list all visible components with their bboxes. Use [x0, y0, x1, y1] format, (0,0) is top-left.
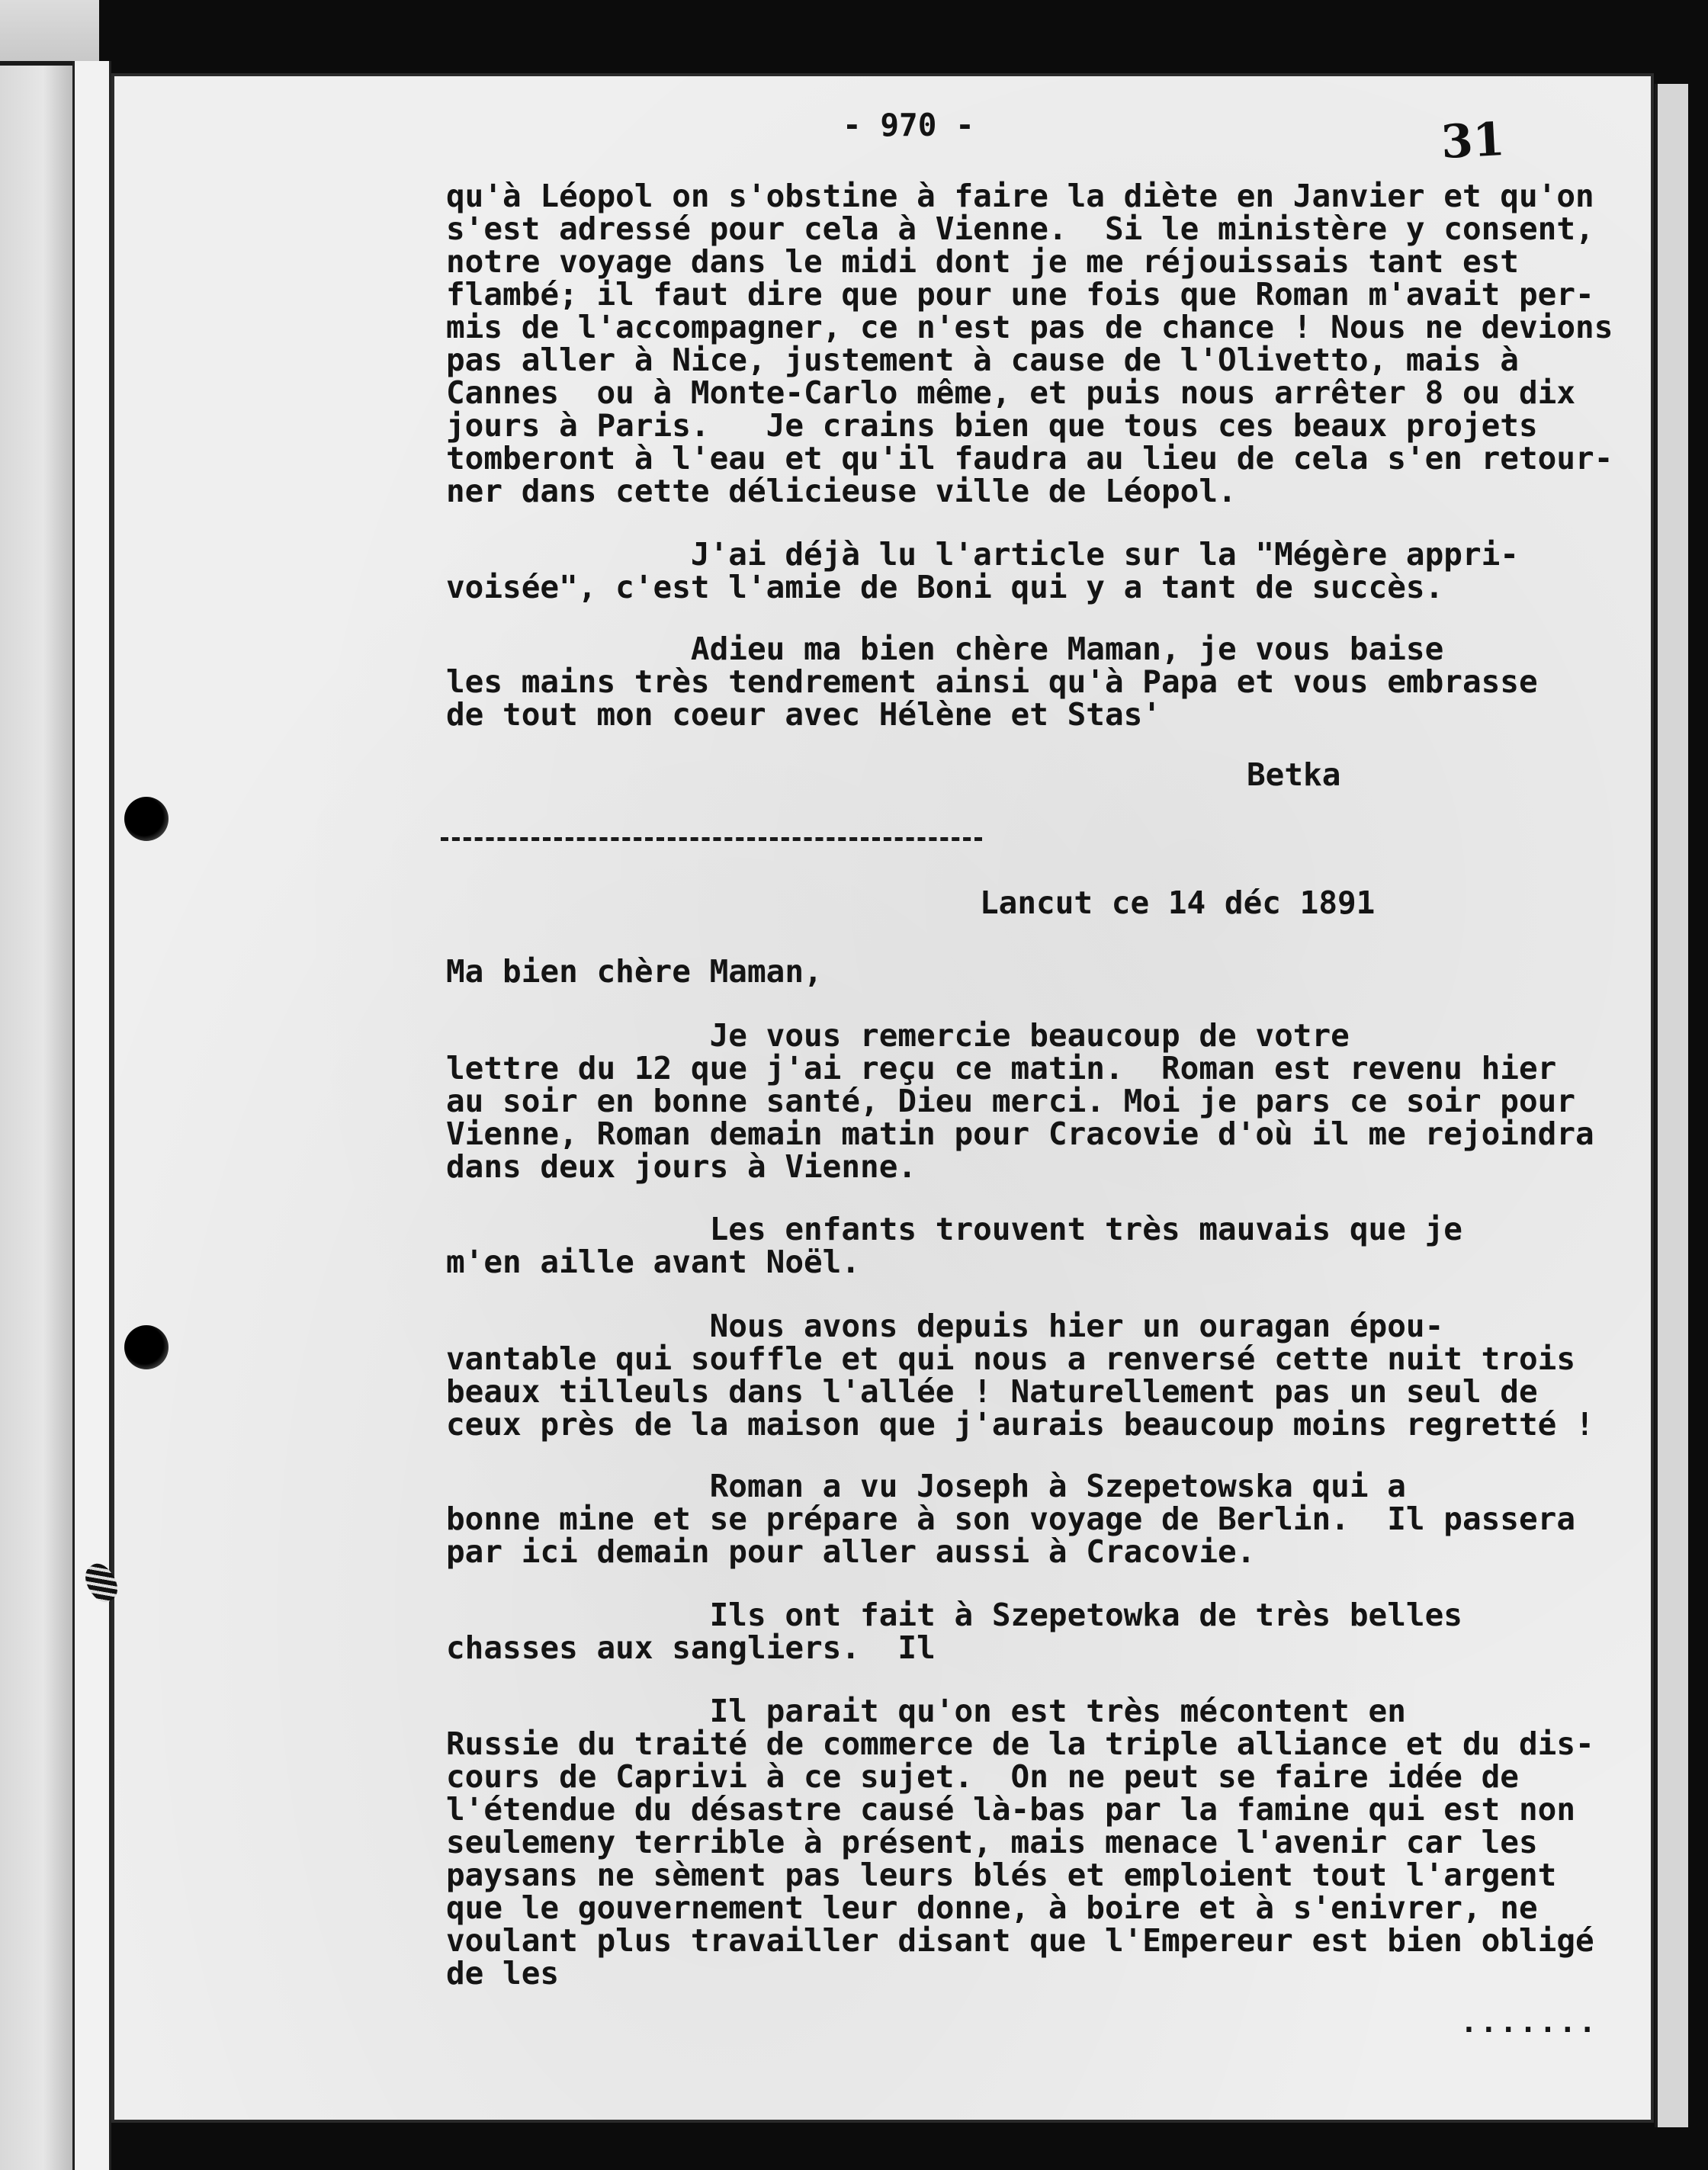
letter2-line: Je vous remercie beaucoup de votre: [446, 1017, 1350, 1054]
letter2-line: Vienne, Roman demain matin pour Cracovie d'où il me rejoindra: [446, 1115, 1594, 1152]
letter1-line: tomberont à l'eau et qu'il faudra au lieu de cela s'en retour-: [446, 440, 1613, 477]
letter2-line: vantable qui souffle et qui nous a renversé cette nuit trois: [446, 1340, 1576, 1377]
letter2-line: Ils ont fait à Szepetowka de très belles: [446, 1597, 1462, 1633]
letter2-line: Roman a vu Joseph à Szepetowska qui a: [446, 1468, 1406, 1504]
letter1-line: les mains très tendrement ainsi qu'à Papa et vous embrasse: [446, 663, 1538, 700]
letter2-line: bonne mine et se prépare à son voyage de Berlin. Il passera: [446, 1501, 1576, 1537]
letter2-line: dans deux jours à Vienne.: [446, 1148, 917, 1185]
letter2-line: chasses aux sangliers. Il: [446, 1629, 936, 1666]
letter1-line: pas aller à Nice, justement à cause de l'Olivetto, mais à: [446, 342, 1519, 378]
letter1-line: qu'à Léopol on s'obstine à faire la diète en Janvier et qu'on: [446, 178, 1594, 214]
letter2-line: de les: [446, 1955, 560, 1992]
letter2-line: voulant plus travailler disant que l'Empereur est bien obligé: [446, 1922, 1594, 1959]
letter2-line: par ici demain pour aller aussi à Cracovie.: [446, 1533, 1256, 1570]
letter2-line: l'étendue du désastre causé là-bas par la famine qui est non: [446, 1791, 1576, 1828]
letter1-line: de tout mon coeur avec Hélène et Stas': [446, 696, 1161, 733]
letter-divider: [441, 837, 982, 841]
letter1-line: Cannes ou à Monte-Carlo même, et puis nous arrêter 8 ou dix: [446, 374, 1576, 411]
letter2-line: cours de Caprivi à ce sujet. On ne peut se faire idée de: [446, 1758, 1519, 1795]
letter1-line: flambé; il faut dire que pour une fois que Roman m'avait per-: [446, 276, 1594, 313]
letter2-line: lettre du 12 que j'ai reçu ce matin. Roman est revenu hier: [446, 1050, 1557, 1087]
letter1-line: ner dans cette délicieuse ville de Léopol.: [446, 473, 1237, 509]
binder-top-clip: [0, 0, 99, 66]
letter2-line: Les enfants trouvent très mauvais que je: [446, 1211, 1462, 1247]
letter2-line: Nous avons depuis hier un ouragan épou-: [446, 1308, 1444, 1344]
letter1-line: notre voyage dans le midi dont je me réjouissais tant est: [446, 243, 1519, 280]
punch-hole-bottom: [124, 1325, 169, 1369]
punch-hole-top: [124, 797, 169, 841]
letter2-line: ceux près de la maison que j'aurais beaucoup moins regretté !: [446, 1406, 1594, 1443]
letter2-line: Il parait qu'on est très mécontent en: [446, 1693, 1406, 1729]
dateline: Lancut ce 14 déc 1891: [980, 884, 1376, 921]
letter2-line: Russie du traité de commerce de la triple alliance et du dis-: [446, 1725, 1594, 1762]
letter2-line: paysans ne sèment pas leurs blés et emploient tout l'argent: [446, 1857, 1557, 1893]
binder-strip: [72, 61, 111, 2170]
folio-number: 31: [1440, 112, 1507, 170]
letter1-line: mis de l'accompagner, ce n'est pas de chance ! Nous ne devions: [446, 309, 1613, 345]
salutation: Ma bien chère Maman,: [446, 953, 823, 990]
letter2-line: m'en aille avant Noël.: [446, 1244, 861, 1280]
letter1-line: s'est adressé pour cela à Vienne. Si le ministère y consent,: [446, 210, 1594, 247]
signature: Betka: [1247, 756, 1341, 793]
letter1-line: voisée", c'est l'amie de Boni qui y a tant de succès.: [446, 569, 1444, 605]
continuation-mark: .......: [1460, 2005, 1599, 2039]
letter2-line: au soir en bonne santé, Dieu merci. Moi je pars ce soir pour: [446, 1083, 1576, 1119]
letter2-line: que le gouvernement leur donne, à boire et à s'enivrer, ne: [446, 1889, 1538, 1926]
letter1-line: J'ai déjà lu l'article sur la "Mégère appri-: [446, 536, 1519, 573]
binder-left-edge: [0, 0, 72, 2170]
letter2-line: beaux tilleuls dans l'allée ! Naturellement pas un seul de: [446, 1373, 1538, 1410]
letter1-line: jours à Paris. Je crains bien que tous ces beaux projets: [446, 407, 1538, 444]
page-right-edge: [1655, 84, 1688, 2127]
letter2-line: seulemeny terrible à présent, mais menace l'avenir car les: [446, 1824, 1538, 1860]
letter1-line: Adieu ma bien chère Maman, je vous baise: [446, 631, 1444, 667]
page-number: - 970 -: [843, 107, 974, 143]
